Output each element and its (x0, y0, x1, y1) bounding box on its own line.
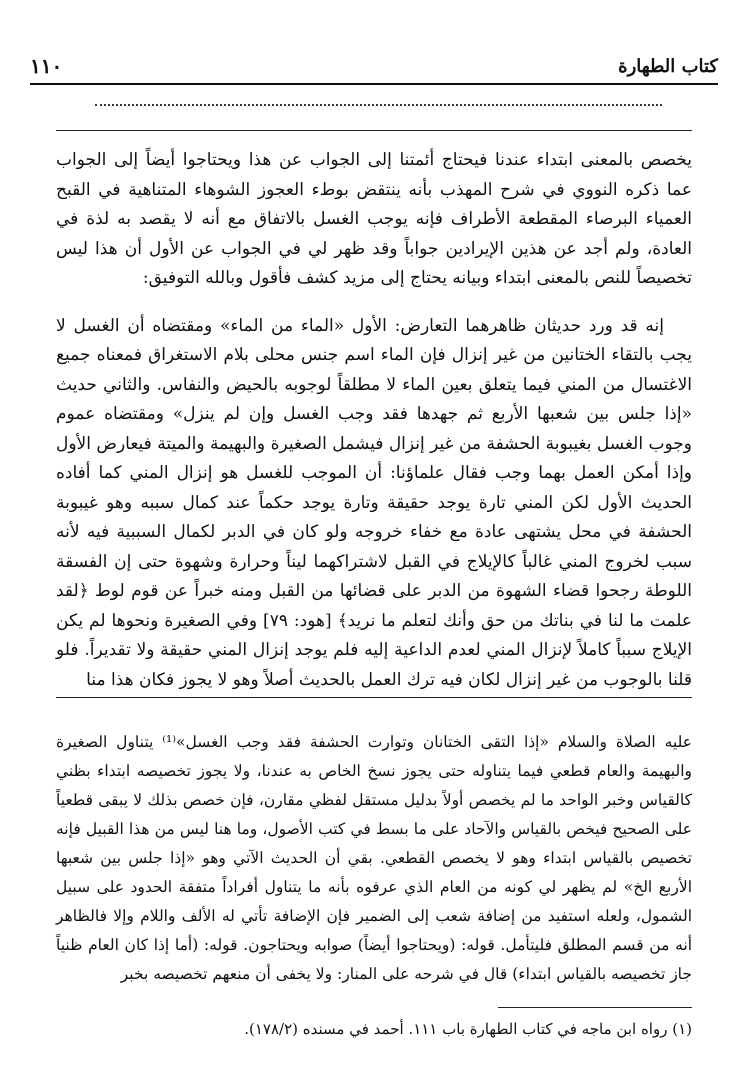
main-text (56, 146, 692, 695)
page-number: ١١٠ (30, 54, 63, 78)
section-rule (56, 130, 692, 131)
footnote: (١) رواه ابن ماجه في كتاب الطهارة باب ١١١. أحمد في مسنده (١٧٨/٢). (244, 1020, 692, 1038)
book-title: كتاب الطهارة (618, 56, 718, 77)
commentary-divider (56, 697, 692, 698)
commentary-text (56, 728, 692, 989)
main-paragraph-1: يخصص بالمعنى ابتداء عندنا فيحتاج أئمتنا إلى الجواب عن هذا ويحتاجوا أيضاً إلى الجواب عما ذكره النووي في شرح المهذب بأنه ينتقض بوطء العجوز الشوهاء المتناهية في القبح العمياء البرصاء المقطعة الأطراف فإنه يوجب الغسل بالاتفاق مع أنه لا يقصد به لذة في العادة، ولم أجد عن هذين الإيرادين جواباً وقد ظهر لي في الجواب عن الأول أن هذا ليس تخصيصاً للنص بالمعنى ابتداء وبيانه يحتاج إلى مزيد كشف فأقول وبالله التوفيق: (56, 150, 692, 288)
page-header (30, 56, 718, 86)
footnote-rule (498, 1007, 692, 1008)
commentary-paragraph: عليه الصلاة والسلام «إذا التقى الختانان وتوارت الحشفة فقد وجب الغسل»⁽¹⁾ يتناول الصغيرة والبهيمة والعام قطعي فيما يتناوله حتى يجوز نسخ الخاص به عندنا، ولا يجوز تخصيصه ابتداء بظني كالقياس وخبر الواحد ما لم يخصص أولاً بدليل مستقل لفظي مقارن، فإن خصص بذلك لا يبقى قطعياً على الصحيح فيخص بالقياس والآحاد على ما بسط في كتب الأصول، وما هنا ليس من هذا القبيل فإنه تخصيص بالقياس ابتداء وهو لا يخصص القطعي. بقي أن الحديث الآتي وهو «إذا جلس بين شعبها الأربع الخ» لم يظهر لي كونه من العام الذي عرفوه بأنه ما يتناول أفراداً متفقة الحدود على سبيل الشمول، ولعله استفيد من إضافة شعب إلى الضمير فإن الإضافة تأتي له الألف واللام وإلا فالظاهر أنه من قسم المطلق فليتأمل. قوله: (ويحتاجوا أيضاً) صوابه ويحتاجون. قوله: (أما إذا كان العام ظنياً جاز تخصيصه بالقياس ابتداء) قال في شرحه على المنار: ولا يخفى أن منعهم تخصيصه بخبر (56, 733, 692, 983)
header-rule (30, 83, 718, 85)
dotted-separator (95, 104, 662, 106)
main-paragraph-2: إنه قد ورد حديثان ظاهرهما التعارض: الأول «الماء من الماء» ومقتضاه أن الغسل لا يجب بالتقاء الختانين من غير إنزال فإن الماء اسم جنس محلى بلام الاستغراق فمعناه جميع الاغتسال من المني فيما يتعلق بعين الماء لا مطلقاً لوجوبه بالحيض والنفاس. والثاني حديث «إذا جلس بين شعبها الأربع ثم جهدها فقد وجب الغسل وإن لم ينزل» ومقتضاه عموم وجوب الغسل بغيبوبة الحشفة من غير إنزال فيشمل الصغيرة والبهيمة والميتة فيعارض الأول وإذا أمكن العمل بهما وجب فقال علماؤنا: أن الموجب للغسل هو إنزال المني كما أفاده الحديث الأول لكن المني تارة يوجد حقيقة وتارة يوجد حكماً عند كمال سببه وهو غيبوبة الحشفة في محل يشتهى عادة مع خفاء خروجه ولو كان في الدبر لكمال السببية فيه لأنه سبب لخروج المني غالباً كالإيلاج في القبل لاشتراكهما ليناً وحرارة وشهوة حتى إن الفسقة اللوطة رجحوا قضاء الشهوة من الدبر على قضائها من القبل ومنه خبراً عن قوم لوط ﴿لقد علمت ما لنا في بناتك من حق وأنك لتعلم ما نريد﴾ [هود: ٧٩] وفي الصغيرة ونحوها لم يكن الإيلاج سبباً كاملاً لإنزال المني لعدم الداعية إليه فلم يوجد إنزال المني حقيقة ولا تقديراً. فلو قلنا بالوجوب من غير إنزال لكان فيه ترك العمل بالحديث أصلاً وهو لا يجوز فكان هذا منا (56, 315, 692, 690)
